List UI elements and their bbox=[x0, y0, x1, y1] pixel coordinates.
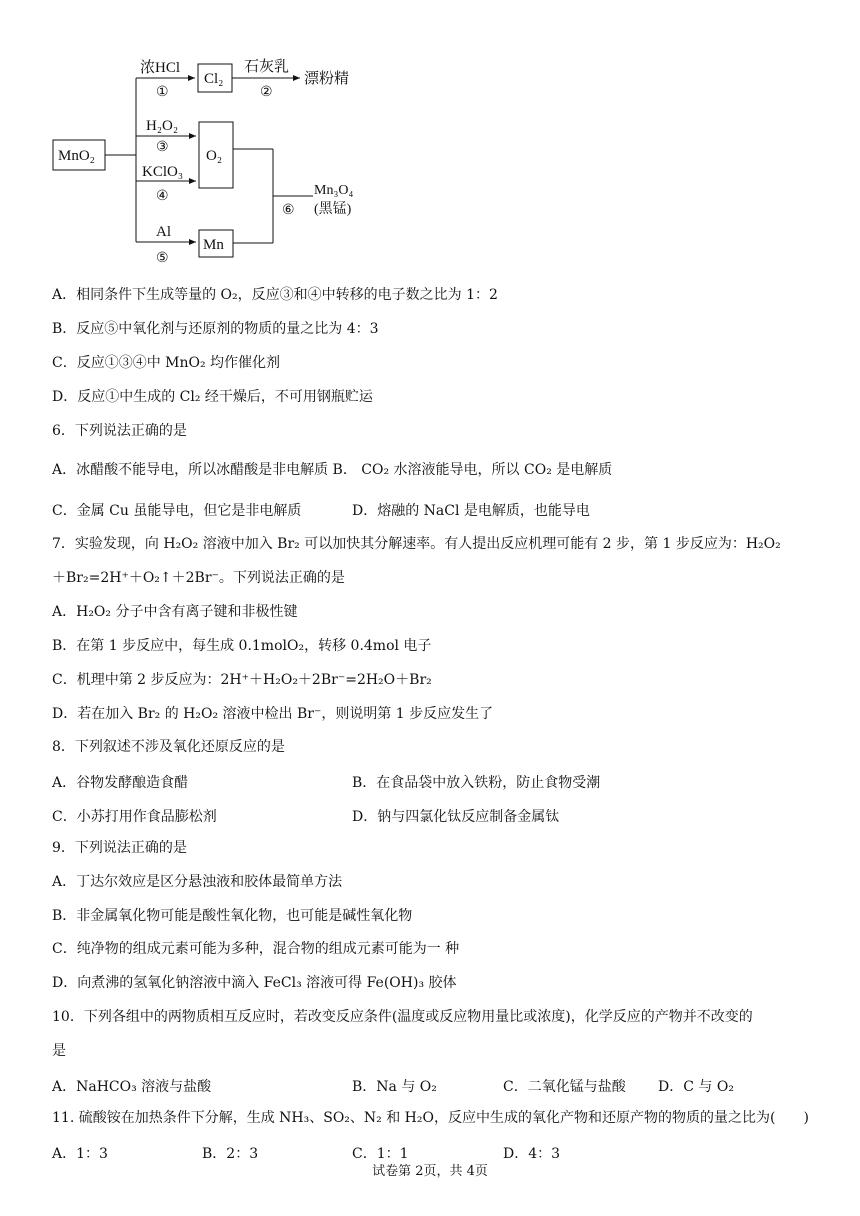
q9-stem: 9．下列说法正确的是 bbox=[52, 840, 187, 856]
q8-option-d: D．钠与四氯化钛反应制备金属钛 bbox=[352, 809, 560, 825]
branch3-num: ③ bbox=[156, 140, 169, 155]
q6-option-c: C．金属 Cu 虽能导电，但它是非电解质 bbox=[52, 503, 302, 519]
q7-option-c: C．机理中第 2 步反应为：2H⁺＋H₂O₂＋2Br⁻=2H₂O＋Br₂ bbox=[52, 672, 432, 688]
cl2-label: Cl₂ bbox=[204, 71, 224, 87]
q10-option-d: D．C 与 O₂ bbox=[658, 1079, 734, 1095]
reaction-diagram bbox=[48, 52, 378, 267]
q9-option-a: A．丁达尔效应是区分悬浊液和胶体最简单方法 bbox=[52, 874, 343, 890]
q9-option-d: D．向煮沸的氢氧化钠溶液中滴入 FeCl₃ 溶液可得 Fe(OH)₃ 胶体 bbox=[52, 975, 457, 991]
q7-option-b: B．在第 1 步反应中，每生成 0.1molO₂，转移 0.4mol 电子 bbox=[52, 638, 432, 654]
mn-label: Mn bbox=[203, 237, 224, 253]
q7-option-d: D．若在加入 Br₂ 的 H₂O₂ 溶液中检出 Br⁻，则说明第 1 步反应发生了 bbox=[52, 706, 494, 722]
q7-stem-line2: ＋Br₂=2H⁺＋O₂↑＋2Br⁻。下列说法正确的是 bbox=[52, 570, 345, 586]
mno2-label: MnO₂ bbox=[58, 148, 95, 164]
q9-option-b: B．非金属氧化物可能是酸性氧化物，也可能是碱性氧化物 bbox=[52, 908, 413, 924]
q10-stem-line2: 是 bbox=[52, 1043, 66, 1059]
product-mn3o4-name: (黑锰) bbox=[314, 202, 352, 217]
q11-option-b: B．2：3 bbox=[202, 1146, 259, 1162]
q5-option-b: B．反应⑤中氧化剂与还原剂的物质的量之比为 4：3 bbox=[52, 321, 379, 337]
q10-option-c: C．二氧化锰与盐酸 bbox=[503, 1079, 626, 1095]
q11-option-a: A．1：3 bbox=[52, 1146, 108, 1162]
q8-option-c: C．小苏打用作食品膨松剂 bbox=[52, 809, 217, 825]
q11-option-d: D．4：3 bbox=[503, 1146, 561, 1162]
q7-option-a: A．H₂O₂ 分子中含有离子键和非极性键 bbox=[52, 604, 298, 620]
branch4-reagent: KClO₃ bbox=[142, 164, 184, 180]
q6-option-ab: A．冰醋酸不能导电，所以冰醋酸是非电解质 B． CO₂ 水溶液能导电，所以 CO₂ 是电解质 bbox=[52, 462, 613, 478]
q10-option-a: A．NaHCO₃ 溶液与盐酸 bbox=[52, 1079, 212, 1095]
q5-option-a: A．相同条件下生成等量的 O₂，反应③和④中转移的电子数之比为 1：2 bbox=[52, 287, 498, 303]
branch3-reagent: H₂O₂ bbox=[146, 118, 179, 134]
q5-option-d: D．反应①中生成的 Cl₂ 经干燥后，不可用钢瓶贮运 bbox=[52, 389, 373, 405]
branch5-num: ⑤ bbox=[156, 251, 169, 266]
branch5-reagent: Al bbox=[156, 224, 171, 240]
branch1-reagent: 浓HCl bbox=[140, 60, 181, 76]
q10-stem-line1: 10．下列各组中的两物质相互反应时，若改变反应条件(温度或反应物用量比或浓度)，化学反应的产物并不改变的 bbox=[52, 1009, 753, 1025]
reaction-diagram-svg bbox=[48, 52, 378, 267]
q5-option-c: C．反应①③④中 MnO₂ 均作催化剂 bbox=[52, 355, 281, 371]
q11-option-c: C．1：1 bbox=[352, 1146, 409, 1162]
branch1-num: ① bbox=[156, 85, 169, 100]
branch4-num: ④ bbox=[156, 189, 169, 204]
q8-option-b: B．在食品袋中放入铁粉，防止食物受潮 bbox=[352, 775, 601, 791]
page-footer: 试卷第 2页，共 4页 bbox=[372, 1164, 488, 1179]
q11-stem: 11. 硫酸铵在加热条件下分解，生成 NH₃、SO₂、N₂ 和 H₂O，反应中生成的氧化产物和还原产物的物质的量之比为( ) bbox=[52, 1110, 809, 1126]
product-mn3o4: Mn₃O₄ bbox=[314, 183, 354, 198]
q6-stem: 6．下列说法正确的是 bbox=[52, 423, 187, 439]
o2-label: O₂ bbox=[206, 148, 223, 164]
q7-stem-line1: 7．实验发现，向 H₂O₂ 溶液中加入 Br₂ 可以加快其分解速率。有人提出反应机理可能有 2 步，第 1 步反应为：H₂O₂ bbox=[52, 536, 781, 552]
product-bleach: 漂粉精 bbox=[304, 71, 350, 87]
q6-option-d: D．熔融的 NaCl 是电解质，也能导电 bbox=[352, 503, 590, 519]
q10-option-b: B．Na 与 O₂ bbox=[352, 1079, 437, 1095]
q8-option-a: A．谷物发酵酿造食醋 bbox=[52, 775, 189, 791]
branch6-num: ⑥ bbox=[282, 203, 295, 218]
q9-option-c: C．纯净物的组成元素可能为多种，混合物的组成元素可能为一 种 bbox=[52, 941, 460, 957]
branch2-reagent: 石灰乳 bbox=[244, 59, 290, 75]
branch2-num: ② bbox=[260, 85, 273, 100]
q8-stem: 8．下列叙述不涉及氧化还原反应的是 bbox=[52, 739, 285, 755]
